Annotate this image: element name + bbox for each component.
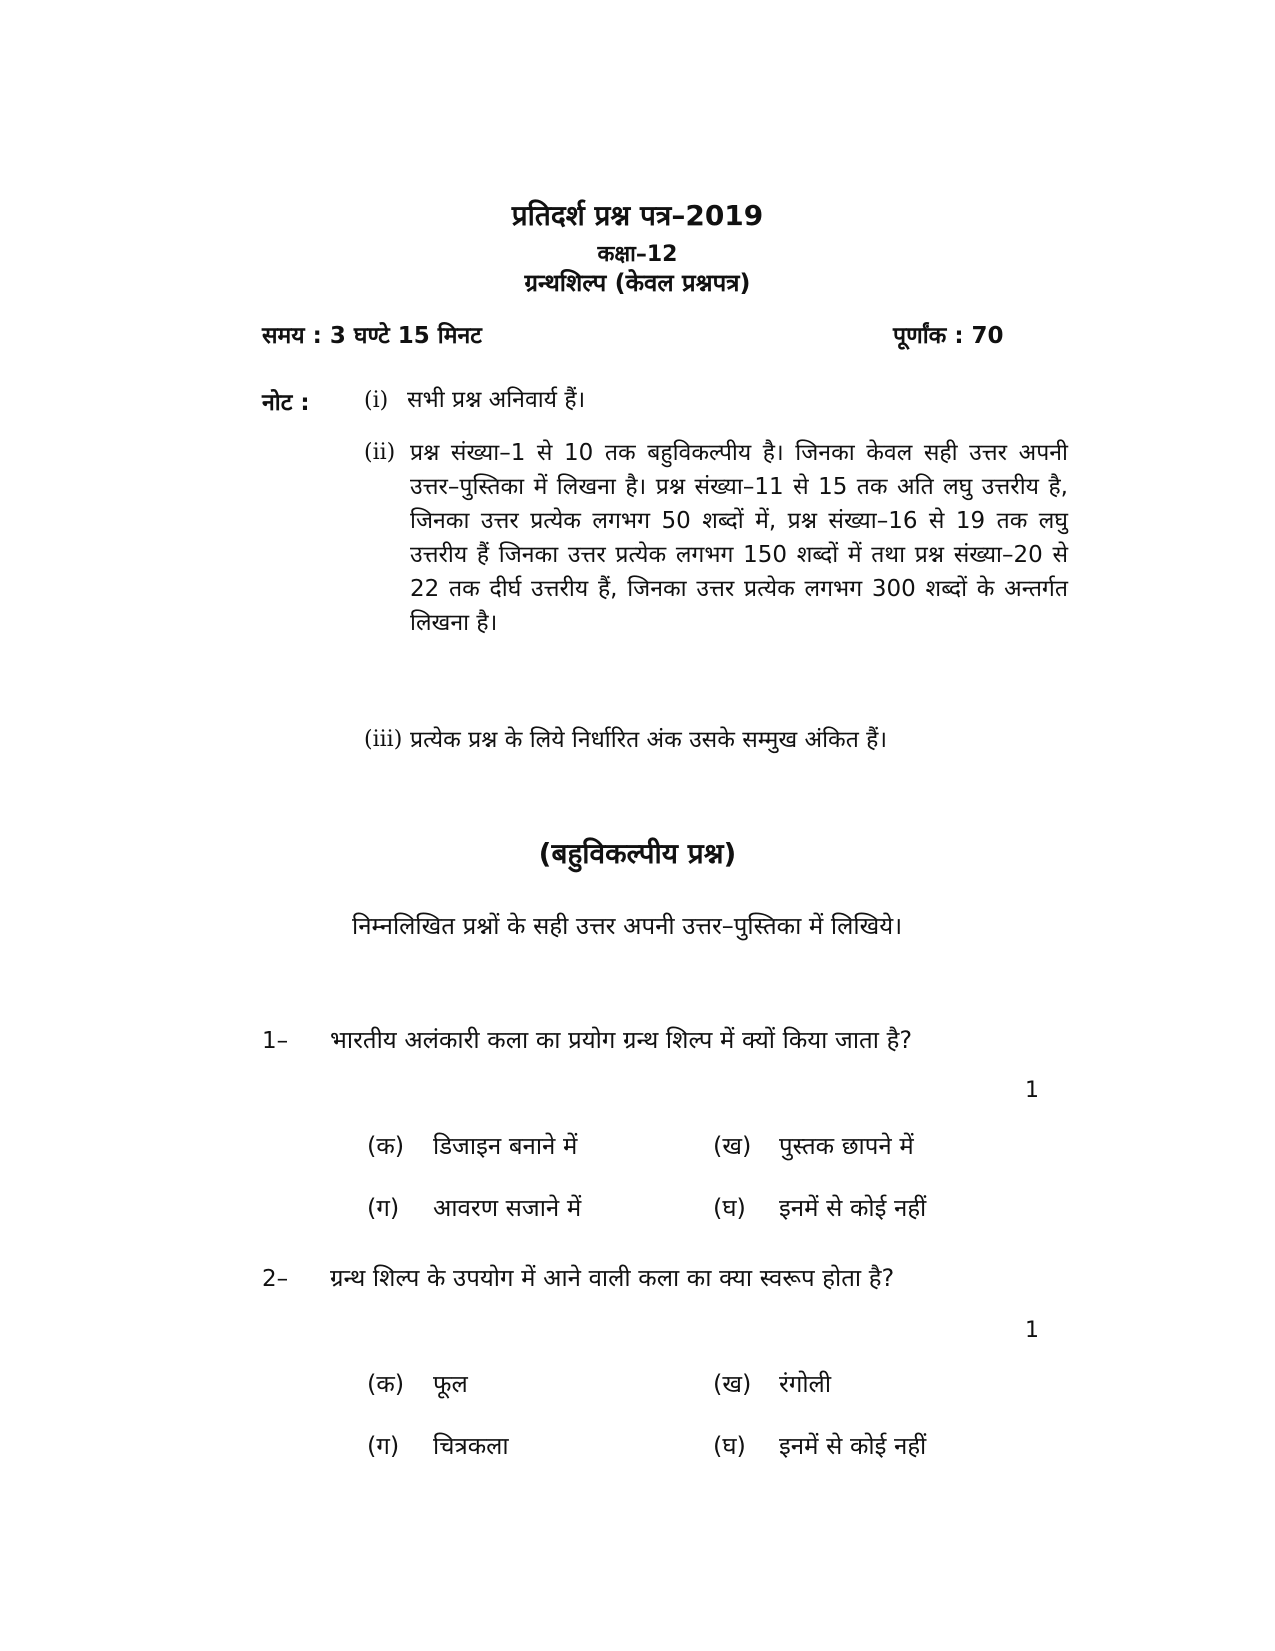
section-title: (बहुविकल्पीय प्रश्न): [538, 837, 737, 870]
question-marks: 1: [1025, 1318, 1039, 1343]
option-text: आवरण सजाने में: [433, 1194, 582, 1222]
question-number: 1–: [262, 1028, 289, 1054]
section-instruction: निम्नलिखित प्रश्नों के सही उत्तर अपनी उत्तर–पुस्तिका में लिखिये।: [352, 912, 903, 940]
option-item: [367, 1191, 581, 1224]
question-number: 2–: [262, 1266, 289, 1292]
option-label: (क): [367, 1132, 405, 1160]
option-label: (घ): [713, 1194, 746, 1222]
option-label: (क): [367, 1370, 405, 1398]
option-item: [713, 1191, 926, 1224]
note-text: प्रत्येक प्रश्न के लिये निर्धारित अंक उसके सम्मुख अंकित हैं।: [410, 727, 888, 753]
question-marks: 1: [1025, 1078, 1039, 1103]
option-item: [713, 1429, 926, 1462]
time-allowed: समय : 3 घण्टे 15 मिनट: [262, 323, 482, 349]
option-text: डिजाइन बनाने में: [433, 1132, 578, 1160]
note-text: प्रश्न संख्या–1 से 10 तक बहुविकल्पीय है। जिनका केवल सही उत्तर अपनी उत्तर–पुस्तिका में लिखना है। प्रश्न संख्या–11 से 15 तक अति लघु उत्तरीय है, जिनका उत्तर प्रत्येक लगभग 50 शब्दों में, प्रश्न संख्या–16 से 19 तक लघु उत्तरीय हैं जिनका उत्तर प्रत्येक लगभग 150 शब्दों में तथा प्रश्न संख्या–20 से 22 तक दीर्घ उत्तरीय हैं, जिनका उत्तर प्रत्येक लगभग 300 शब्दों के अन्तर्गत लिखना है।: [410, 440, 1068, 636]
question-text: ग्रन्थ शिल्प के उपयोग में आने वाली कला का क्या स्वरूप होता है?: [330, 1264, 895, 1292]
option-item: [367, 1429, 509, 1462]
option-text: इनमें से कोई नहीं: [779, 1432, 927, 1460]
option-text: इनमें से कोई नहीं: [779, 1194, 927, 1222]
class-label: कक्षा–12: [597, 242, 678, 267]
note-text: सभी प्रश्न अनिवार्य हैं।: [407, 387, 586, 413]
question-text: भारतीय अलंकारी कला का प्रयोग ग्रन्थ शिल्प में क्यों किया जाता है?: [330, 1026, 913, 1054]
paper-title: प्रतिदर्श प्रश्न पत्र–2019: [511, 199, 764, 232]
note-number: (i): [364, 388, 389, 413]
option-text: चित्रकला: [433, 1432, 509, 1460]
option-item: [713, 1367, 831, 1400]
note-label: नोट :: [262, 390, 310, 416]
option-label: (घ): [713, 1432, 746, 1460]
option-text: रंगोली: [779, 1370, 832, 1398]
note-number: (ii): [364, 440, 396, 465]
option-text: पुस्तक छापने में: [779, 1132, 914, 1160]
option-text: फूल: [433, 1370, 468, 1398]
option-label: (ख): [713, 1370, 752, 1398]
option-item: [713, 1129, 914, 1162]
option-label: (ग): [367, 1194, 400, 1222]
maximum-marks: पूर्णांक : 70: [893, 323, 1004, 349]
subject-label: ग्रन्थशिल्प (केवल प्रश्नपत्र): [524, 269, 751, 297]
option-label: (ग): [367, 1432, 400, 1460]
option-label: (ख): [713, 1132, 752, 1160]
option-item: [367, 1367, 468, 1400]
note-number: (iii): [364, 727, 403, 752]
option-item: [367, 1129, 577, 1162]
